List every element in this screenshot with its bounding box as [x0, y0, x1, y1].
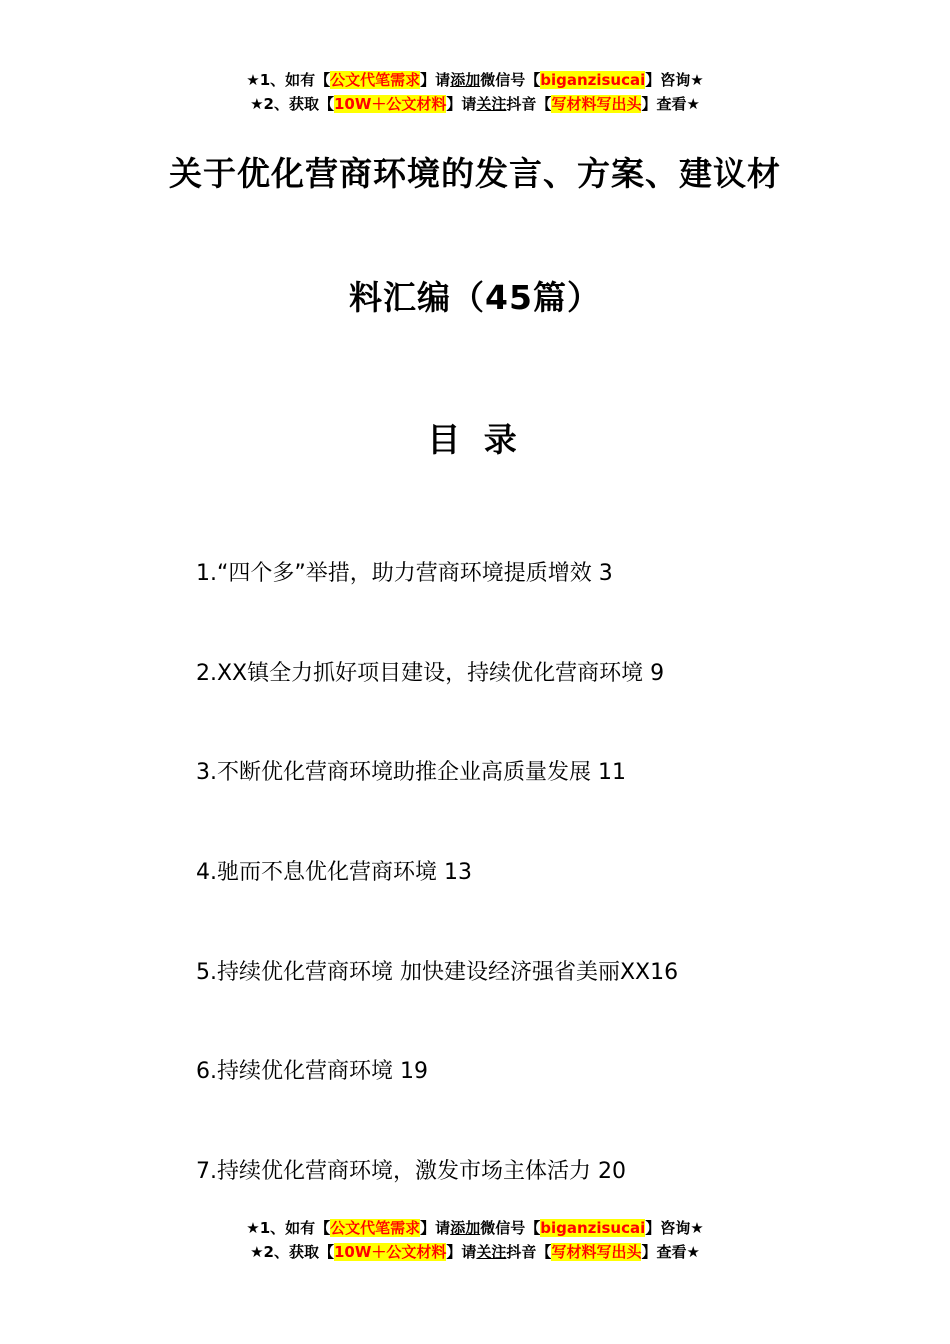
promo-text: 】请	[420, 1219, 451, 1237]
promo-text: 微信号【	[480, 1219, 541, 1237]
promo-text: 】咨询★	[645, 71, 704, 89]
promo-line-2	[0, 1240, 950, 1264]
promo-text: ★2、获取【	[250, 1243, 334, 1261]
toc-item[interactable]: 4.驰而不息优化营商环境 13	[196, 860, 472, 886]
promo-text: 】请	[446, 95, 477, 113]
promo-highlight-wechat: biganzisucai	[540, 71, 646, 89]
toc-item[interactable]: 3.不断优化营商环境助推企业高质量发展 11	[196, 760, 626, 786]
promo-highlight: 公文代笔需求	[330, 1219, 421, 1237]
promo-text: ★1、如有【	[246, 71, 331, 89]
toc-item[interactable]: 2.XX镇全力抓好项目建设，持续优化营商环境 9	[196, 660, 665, 686]
toc-heading: 目 录	[427, 420, 523, 459]
promo-text: 】查看★	[641, 95, 700, 113]
promo-text: 】请	[446, 1243, 477, 1261]
toc-item[interactable]: 7.持续优化营商环境，激发市场主体活力 20	[196, 1159, 626, 1185]
promo-underline: 关注	[476, 95, 507, 113]
promo-text: ★2、获取【	[250, 95, 334, 113]
document-title-line-2: 料汇编（45篇）	[349, 278, 601, 317]
toc-item[interactable]: 6.持续优化营商环境 19	[196, 1059, 428, 1085]
promo-underline: 关注	[476, 1243, 507, 1261]
promo-footer	[0, 1216, 950, 1264]
promo-highlight-douyin: 写材料写出头	[551, 95, 642, 113]
promo-line-1	[0, 68, 950, 92]
toc-item[interactable]: 1.“四个多”举措，助力营商环境提质增效 3	[196, 561, 613, 586]
promo-header	[0, 68, 950, 116]
promo-text: 】请	[420, 71, 451, 89]
document-title-line-1: 关于优化营商环境的发言、方案、建议材	[169, 154, 781, 193]
toc-list	[196, 558, 678, 1256]
promo-text: 抖音【	[506, 95, 552, 113]
promo-text: 】查看★	[641, 1243, 700, 1261]
promo-highlight: 10W＋公文材料	[333, 1243, 447, 1261]
promo-underline: 添加	[450, 71, 481, 89]
promo-line-1	[0, 1216, 950, 1240]
promo-line-2	[0, 92, 950, 116]
promo-underline: 添加	[450, 1219, 481, 1237]
promo-highlight-wechat: biganzisucai	[540, 1219, 646, 1237]
promo-highlight: 10W＋公文材料	[333, 95, 447, 113]
promo-text: 】咨询★	[645, 1219, 704, 1237]
promo-text: ★1、如有【	[246, 1219, 331, 1237]
promo-highlight: 公文代笔需求	[330, 71, 421, 89]
promo-text: 抖音【	[506, 1243, 552, 1261]
promo-highlight-douyin: 写材料写出头	[551, 1243, 642, 1261]
promo-text: 微信号【	[480, 71, 541, 89]
toc-item[interactable]: 5.持续优化营商环境 加快建设经济强省美丽XX16	[196, 959, 679, 985]
